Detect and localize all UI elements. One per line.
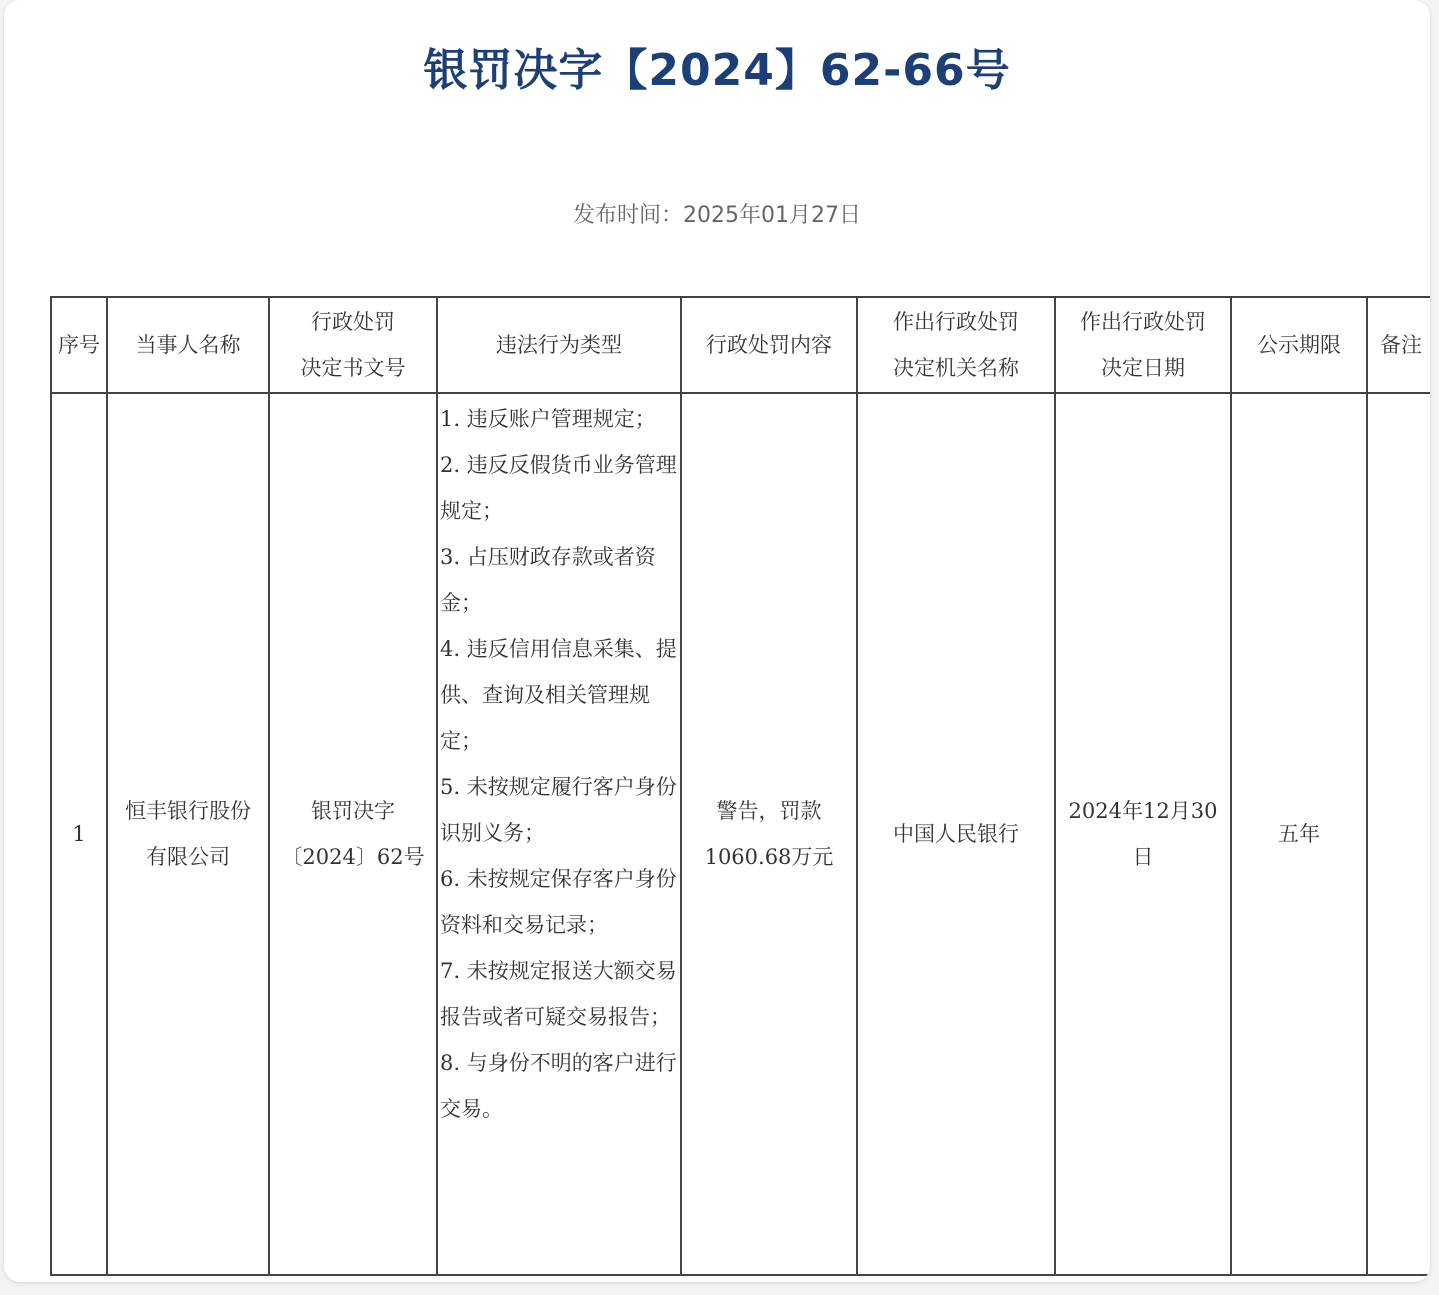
cell-penalty: 警告，罚款 1060.68万元	[681, 393, 857, 1275]
cell-violations	[437, 393, 681, 1275]
violation-item: 3. 占压财政存款或者资金；	[440, 545, 656, 615]
publish-date: 发布时间：2025年01月27日	[573, 203, 861, 228]
header-party-name: 当事人名称	[107, 297, 269, 393]
penalty-table	[50, 296, 1430, 1276]
violation-item: 5. 未按规定履行客户身份识别义务；	[440, 775, 677, 845]
header-authority: 作出行政处罚 决定机关名称	[857, 297, 1055, 393]
violation-item: 2. 违反反假货币业务管理规定；	[440, 453, 677, 523]
document-title: 银罚决字【2024】62-66号	[423, 45, 1011, 96]
violation-item: 8. 与身份不明的客户进行交易。	[440, 1051, 677, 1121]
header-violation-type: 违法行为类型	[437, 297, 681, 393]
cell-publicity-period: 五年	[1231, 393, 1367, 1275]
document-card	[4, 0, 1430, 1282]
header-decision-no: 行政处罚 决定书文号	[269, 297, 437, 393]
violation-item: 6. 未按规定保存客户身份资料和交易记录；	[440, 867, 677, 937]
violation-item: 4. 违反信用信息采集、提供、查询及相关管理规定；	[440, 637, 677, 753]
header-penalty-content: 行政处罚内容	[681, 297, 857, 393]
header-decision-date: 作出行政处罚 决定日期	[1055, 297, 1231, 393]
cell-decision-date: 2024年12月30 日	[1055, 393, 1231, 1275]
violation-item: 7. 未按规定报送大额交易报告或者可疑交易报告；	[440, 959, 677, 1029]
header-remark: 备注	[1367, 297, 1430, 393]
cell-authority: 中国人民银行	[857, 393, 1055, 1275]
table-row	[51, 393, 1430, 1275]
cell-party-name: 恒丰银行股份 有限公司	[107, 393, 269, 1275]
cell-index: 1	[51, 393, 107, 1275]
table-header-row	[51, 297, 1430, 393]
violation-item: 1. 违反账户管理规定；	[440, 407, 656, 431]
cell-decision-no: 银罚决字 〔2024〕62号	[269, 393, 437, 1275]
cell-remark	[1367, 393, 1430, 1275]
header-index: 序号	[51, 297, 107, 393]
header-publicity-period: 公示期限	[1231, 297, 1367, 393]
